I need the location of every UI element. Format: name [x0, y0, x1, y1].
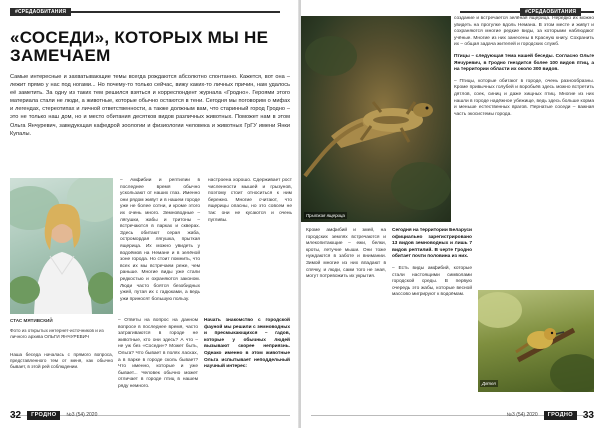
bird-illustration	[478, 290, 594, 392]
column-4-continuation: – Птицы, которые обитают в городе, очень разнообразны. Кроме привычных голубей и воробьёв здесь можно встретить дятлов, соек, синиц и даже хищных птиц. Многие из них нашли в городе надёжное убежище, ведь здесь больше корма и меньше естественных врагов. Пернатые соседи – важная часть экосистемы города.	[454, 78, 594, 117]
column-3-text: Кроме амфибий и змей, на городских землях встречаются и млекопитающие – ежи, белки, кроты, летучие мыши. Они тоже нуждаются в заботе и внимании. Зимой многие из них впадают в спячку, и люди, сами того не зная, могут потревожить их укрытия.	[306, 228, 386, 280]
footer-left	[10, 408, 290, 422]
column-2-text: – Амфибии и рептилии в последнее время обычно ускользают от наших глаз. Именно они рядом живут и в нашем городе уже не более сотни, и кроме этого их очень много. Земноводные – лягушки, жабы и тритоны – встречаются в парках и скверах. Здесь обитают серая жаба, остромордая лягушка, прыткая ящерица. Их можно увидеть у водоёмов на Немане и в зелёной зоне города. Но стоит помнить, что всех их мы встречаем реже, чем раньше. Многие виды уже стали редкостью и охраняются законом. Люди часто боятся безобидных ужей, путая их с гадюками, а ведь ужи приносят большую пользу.	[120, 178, 200, 302]
column-2b	[208, 178, 292, 314]
article-lead: Самые интересные и захватывающие темы всегда рождаются абсолютно спонтанно. Кажется, вот она – лежит прямо у нас под ногами... Но почему-то только сейчас, вижу каких-то личных причин, нам удалось её заметить. За одну из таких тем решился взяться и корреспондент журнала «Гродно». Героями этого материала стали не люди, а животные, которые обычно остаются в тени. Сегодня мы поговорим о мифах и легендах, стереотипах и личной ответственности, а также должным вам, что старинный город Гродно – это не только наш дом, но и место обитания десятков видов различных животных. Поможет нам в этом Ольга Янчуревич, заведующая кафедрой зоологии и физиологии человека и животных ГрГУ имени Янки Купалы.	[10, 74, 290, 137]
rubric-label-right: #СРЕДАОБИТАНИЯ	[520, 8, 581, 16]
rubric-label: #СРЕДАОБИТАНИЯ	[10, 8, 71, 16]
portrait-photo	[10, 178, 113, 314]
lizard-photo	[301, 16, 451, 222]
column-3b-bold-text: Сегодня на территории Беларуси официально зарегистрировано 13 видов земноводных и лишь 7 видов рептилий. В черте Гродно обитает почти половина из них.	[392, 228, 472, 260]
bird-photo	[478, 290, 594, 392]
footer-brand-left: ГРОДНО	[27, 411, 60, 420]
column-2b-text: настроена хорошо. Сдерживает рост численности мышей и грызунов, поэтому стоит относиться к ним бережно. Многие считают, что ящерицы опасны, но это совсем не так: они не кусаются и очень пугливы.	[208, 178, 292, 223]
page-number-left: 32	[10, 409, 22, 421]
column-1	[118, 318, 198, 391]
column-2	[120, 178, 200, 303]
page-number-right: 33	[582, 409, 594, 421]
lizard-illustration	[301, 16, 451, 222]
column-1-text: – Ответы на вопрос на данном вопросе в последнее время, часто затрагиваются в городе не животные, кто они здесь? А что – не уж без «Соседи»? Может быть, Ольга? Что бывает в полях ласках, а в парке в городе сколь бывает? Что именно, которые и уже бывает... Человек обычно может отличает в городе птиц в нашем ряду немного.	[118, 318, 198, 389]
portrait-illustration	[10, 178, 113, 314]
column-3b	[392, 228, 472, 299]
footer-brand-right: ГРОДНО	[544, 411, 577, 420]
column-4	[454, 16, 594, 118]
column-1b-text: Начать знакомство с городской фауной мы решили с земноводных и пресмыкающихся – гадов, которые у обычных людей вызывают скорее неприязнь. Однако именно в этом животные Ольга испытывает неподдельный научный интерес:	[204, 318, 290, 370]
article-headline: «СОСЕДИ», КОТОРЫХ МЫ НЕ ЗАМЕЧАЕМ	[10, 28, 269, 65]
footer-right	[311, 408, 594, 422]
column-1b	[204, 318, 290, 371]
footer-issue-right: №3 (54) 2020	[506, 412, 538, 418]
photo-credit-author: СТАС МЯТИВСКИЙ	[10, 318, 53, 323]
lizard-photo-caption: Прыткая ящерица	[306, 213, 346, 218]
caption-body: Наша беседа началась с прямого вопроса, представленного тем от меня, как обычно бывает, в этой рей соблюдении.	[10, 352, 113, 369]
footer-issue-left: №3 (54) 2020	[66, 412, 98, 418]
column-4-bold-text: Птицы – следующая тема нашей беседы. Согласно Ольге Янчуревич, в Гродно гнездится более 100 видов птиц, а на территории области их около 300 видов.	[454, 53, 594, 73]
column-3	[306, 228, 386, 281]
photo-credit-text: Фото из открытых интернет-источников и из личного архива ОЛЬГИ ЯНЧУРЕВИЧ	[10, 328, 104, 339]
bird-photo-caption: Дятел	[482, 381, 496, 386]
column-3b-text: – Есть виды амфибий, которые стали настоящими символами городской среды. В первую очередь это жабы, которые весной массово мигрируют к водоёмам.	[392, 265, 472, 298]
column-4-text: создание и встречается зелёная ящерица. Нередко их можно увидеть на прогулке вдоль Немана. В этом месте и живут и сохраняются многие редкие виды, за которыми наблюдают учёные. Многие из них занесены в Красную книгу. Сохранить их – общая задача жителей и городских служб.	[454, 16, 594, 48]
